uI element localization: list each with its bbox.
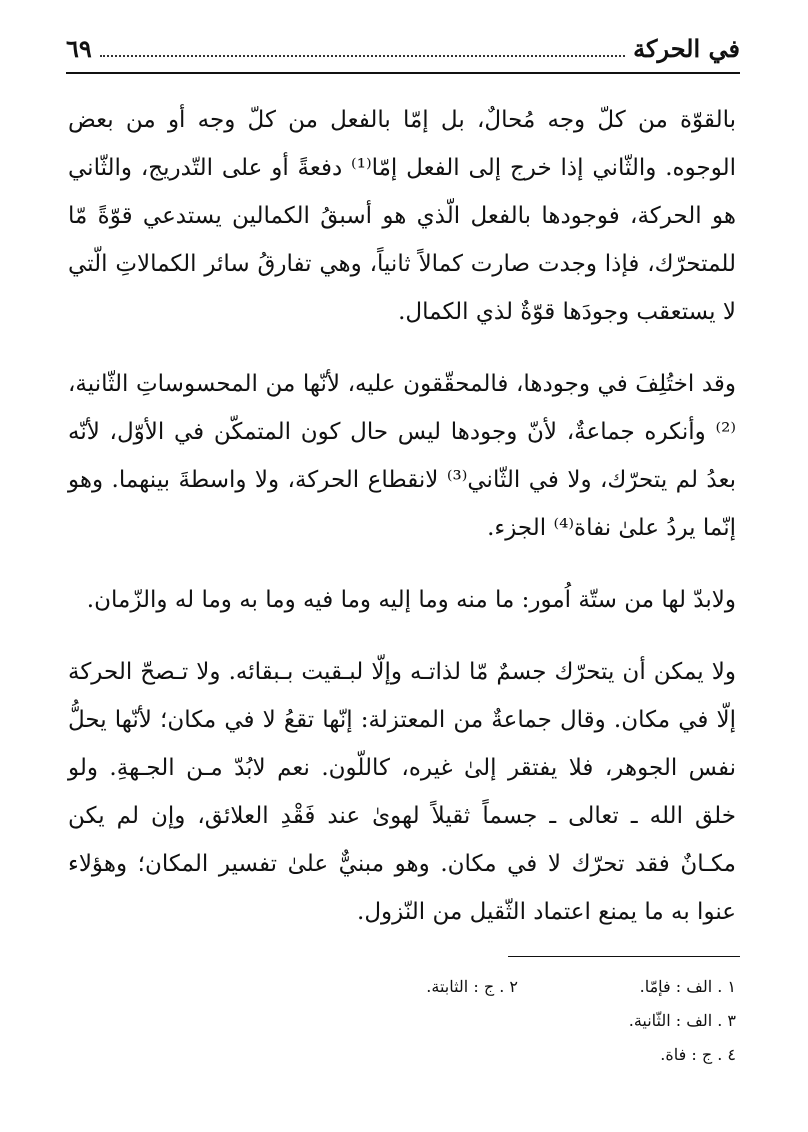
footnote: ٢ . ج : الثابتة.	[426, 977, 518, 996]
paragraph: ولابدّ لها من ستّة اُمور: ما منه وما إليه وما فيه وما به وما له والزّمان.	[86, 587, 736, 613]
footnote-separator	[508, 956, 740, 957]
header-dot-leader	[100, 39, 625, 57]
footnote: ٣ . الف : الثّانية.	[628, 1011, 736, 1030]
footnote: ١ . الف : فإمّا.	[639, 977, 736, 996]
page-number: ٦٩	[66, 33, 92, 63]
running-header	[66, 30, 740, 66]
footnotes	[300, 970, 736, 1072]
footnote: ٤ . ج : فاة.	[660, 1045, 736, 1064]
paragraph: بالقوّة من كلّ وجه مُحالٌ، بل إمّا بالفعل من كلّ وجه أو من بعض الوجوه. والثّاني إذا خرج إلى الفعل إمّا⁽¹⁾ دفعةً أو على التّدريج، والثّاني هو الحركة، فوجودها بالفعل الّذي هو أسبقُ الكمالين يستدعي قوّةً مّا للمتحرّك، فإذا وجدت صارت كمالاً ثانياً، وهي تفارقُ سائر الكمالاتِ الّتي لا يستعقب وجودَها قوّةٌ لذي الكمال.	[68, 107, 736, 325]
chapter-title: في الحركة	[633, 33, 740, 63]
paragraph: وقد اختُلِفَ في وجودها، فالمحقّقون عليه، لأنّها من المحسوساتِ الثّانية،⁽²⁾ وأنكره جماعةٌ، لأنّ وجودها ليس حال كون المتمكّن في الأوّل، لأنّه بعدُ لم يتحرّك، ولا في الثّاني⁽³⁾ لانقطاع الحركة، ولا واسطةَ بينهما. وهو إنّما يردُ علىٰ نفاة⁽⁴⁾ الجزء.	[68, 371, 737, 541]
header-rule	[66, 72, 740, 74]
main-text	[68, 96, 736, 960]
paragraph: ولا يمكن أن يتحرّك جسمٌ مّا لذاتـه وإلّا لبـقيت بـبقائه. ولا تـصحّ الحركة إلّا في مكان. وقال جماعةٌ من المعتزلة: إنّها تقعُ لا في مكان؛ لأنّها يحلُّ نفس الجوهر، فلا يفتقر إلىٰ غيره، كاللّون. نعم لابُدّ مـن الجـهةِ. ولو خلق الله ـ تعالى ـ جسماً ثقيلاً لهوىٰ عند فَقْدِ العلائق، وإن لم يكن مكـانٌ فقد تحرّك لا في مكان. وهو مبنيٌّ علىٰ تفسير المكان؛ وهؤلاء عنوا به ما يمنع اعتماد الثّقيل من النّزول.	[68, 659, 736, 925]
